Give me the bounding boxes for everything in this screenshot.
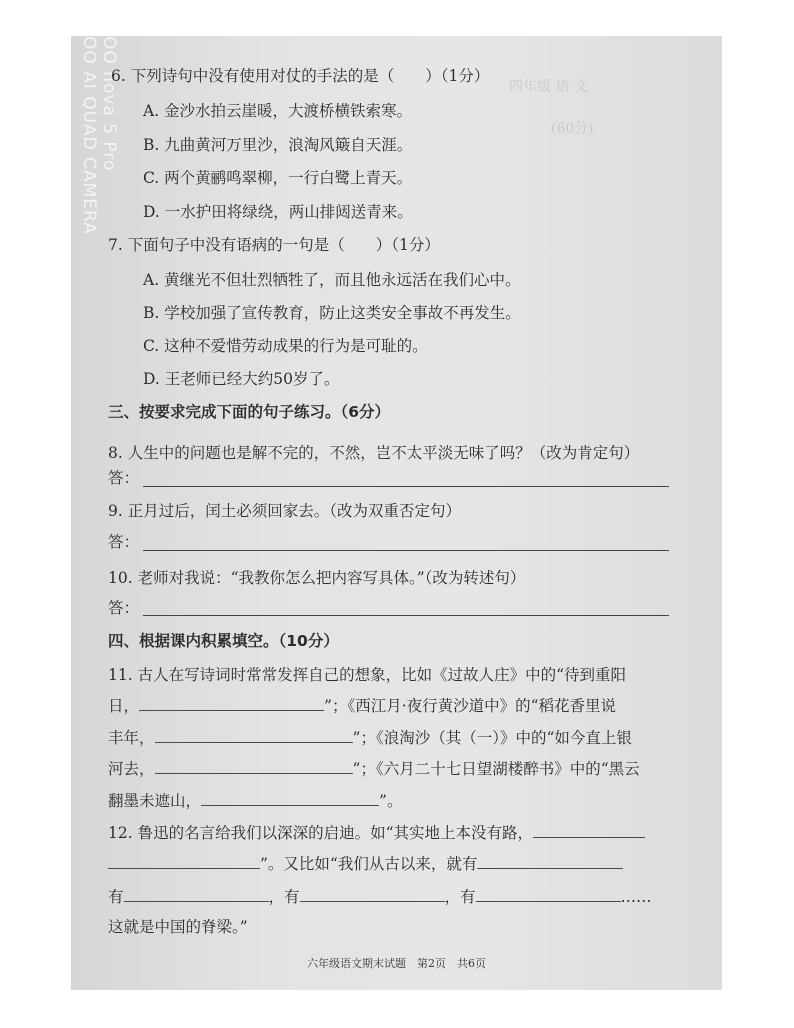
q6-option-a: A. 金沙水拍云崖暖，大渡桥横铁索寒。 — [143, 102, 413, 120]
q12-line-3-a: 有 — [108, 888, 124, 906]
q12-line-2 — [108, 852, 702, 874]
q12-line-3-d: …… — [620, 888, 652, 906]
q6-option-c: C. 两个黄鹂鸣翠柳，一行白鹭上青天。 — [143, 169, 413, 187]
q12-blank-6[interactable] — [476, 887, 621, 902]
q10-text: 10. 老师对我说：“我教你怎么把内容写具体。”（改为转述句） — [108, 569, 526, 587]
q6-option-d: D. 一水护田将绿绕，两山排闼送青来。 — [143, 203, 413, 221]
q12-line-3 — [108, 885, 702, 907]
show-through-text-2: (60分) — [551, 121, 594, 137]
watermark-line-1: OO nova 5 Pro — [99, 36, 119, 172]
q8-answer-line[interactable] — [143, 486, 669, 487]
q12-blank-1[interactable] — [533, 823, 645, 838]
q11-line-3 — [108, 726, 702, 748]
watermark-line-2: OO AI QUAD CAMERA — [79, 36, 99, 235]
q10-answer-line[interactable] — [143, 615, 669, 616]
exam-photo — [71, 36, 722, 990]
q12-line-1-text: 12. 鲁迅的名言给我们以深深的启迪。如“其实地上本没有路， — [108, 824, 534, 842]
section-3-heading: 三、按要求完成下面的句子练习。（6分） — [108, 403, 391, 421]
q11-line-3-end: ”；《浪淘沙（其（一）》中的“如今直上银 — [352, 729, 632, 747]
q12-blank-5[interactable] — [300, 887, 445, 902]
q8-text: 8. 人生中的问题也是解不完的，不然，岂不太平淡无味了吗？（改为肯定句） — [108, 444, 640, 462]
q12-blank-3[interactable] — [477, 854, 623, 869]
q12-line-1 — [108, 821, 702, 843]
q8-answer-label: 答： — [108, 469, 140, 487]
q7-option-a: A. 黄继光不但壮烈牺牲了，而且他永远活在我们心中。 — [143, 271, 521, 289]
q12-blank-4[interactable] — [124, 887, 269, 902]
q12-blank-2[interactable] — [108, 854, 260, 869]
q11-line-1: 11. 古人在写诗词时常常发挥自己的想象，比如《过故人庄》中的“待到重阳 — [108, 666, 627, 684]
q11-blank-3[interactable] — [155, 759, 353, 774]
page-footer: 六年级语文期末试题 第2页 共6页 — [307, 957, 486, 970]
q9-text: 9. 正月过后，闰土必须回家去。（改为双重否定句） — [108, 502, 461, 520]
q12-line-3-c: ，有 — [444, 888, 476, 906]
q6-option-b: B. 九曲黄河万里沙，浪淘风簸自天涯。 — [143, 136, 413, 154]
q11-line-5 — [108, 789, 702, 811]
q11-line-2-start: 日， — [108, 697, 140, 715]
q12-line-2-text: ”。又比如“我们从古以来，就有 — [260, 855, 478, 873]
q11-line-5-start: 翻墨未遮山， — [108, 792, 202, 810]
q11-line-2 — [108, 694, 702, 716]
q11-line-2-end: ”；《西江月·夜行黄沙道中》的“稻花香里说 — [324, 697, 617, 715]
section-4-heading: 四、根据课内积累填空。（10分） — [108, 632, 339, 650]
q11-line-4-end: ”；《六月二十七日望湖楼醉书》中的“黑云 — [352, 760, 640, 778]
q11-line-4 — [108, 757, 702, 779]
q11-blank-2[interactable] — [155, 728, 353, 743]
q6-stem: 6. 下列诗句中没有使用对仗的手法的是（ ）（1分） — [111, 67, 490, 85]
q11-line-4-start: 河去， — [108, 760, 155, 778]
q10-answer-label: 答： — [108, 599, 140, 617]
q11-blank-1[interactable] — [139, 696, 324, 711]
q11-blank-4[interactable] — [201, 791, 379, 806]
q12-line-3-b: ，有 — [268, 888, 300, 906]
q9-answer-label: 答： — [108, 533, 140, 551]
q12-line-4: 这就是中国的脊梁。” — [108, 918, 248, 936]
q11-line-3-start: 丰年， — [108, 729, 155, 747]
q7-stem: 7. 下面句子中没有语病的一句是（ ）（1分） — [108, 236, 440, 254]
q7-option-d: D. 王老师已经大约50岁了。 — [143, 370, 340, 388]
q11-line-5-end: ”。 — [379, 792, 403, 810]
show-through-text-1: 四年级 语 文 — [509, 79, 588, 95]
q7-option-b: B. 学校加强了宣传教育，防止这类安全事故不再发生。 — [143, 304, 521, 322]
q7-option-c: C. 这种不爱惜劳动成果的行为是可耻的。 — [143, 337, 428, 355]
q9-answer-line[interactable] — [143, 550, 669, 551]
